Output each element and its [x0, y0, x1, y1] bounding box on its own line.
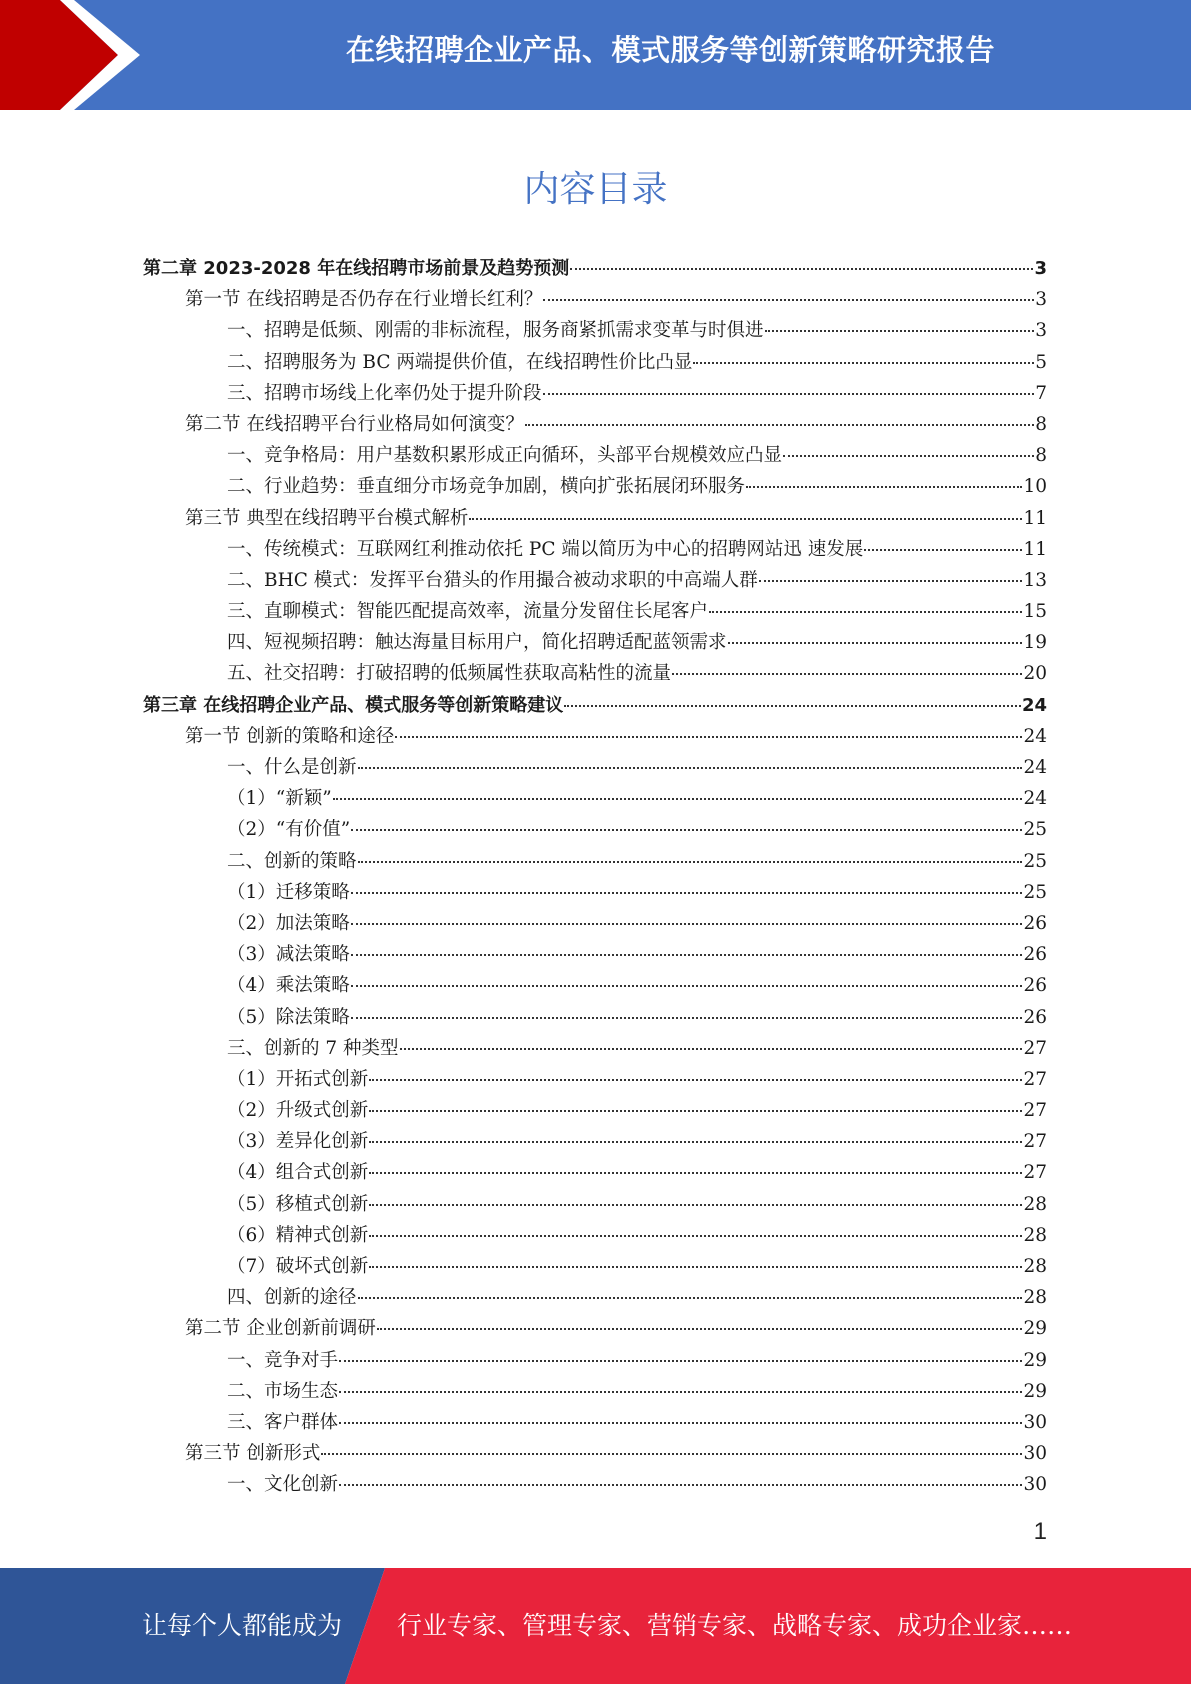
toc-entry-title: （3）减法策略: [227, 944, 350, 966]
toc-entry[interactable]: [143, 1002, 1047, 1033]
toc-leader-dots: [321, 1453, 1022, 1455]
toc-entry[interactable]: [143, 1220, 1047, 1251]
toc-entry[interactable]: [143, 347, 1047, 378]
toc-leader-dots: [693, 362, 1034, 364]
toc-entry-title: （1）迁移策略: [227, 881, 350, 903]
toc-leader-dots: [369, 1172, 1022, 1174]
footer-slogan-left: 让每个人都能成为: [142, 1611, 343, 1640]
toc-entry-page: 30: [1023, 1411, 1047, 1433]
toc-entry[interactable]: [143, 471, 1047, 502]
toc-entry-page: 15: [1023, 601, 1047, 623]
toc-entry-title: 一、招聘是低频、刚需的非标流程，服务商紧抓需求变革与时俱进: [227, 320, 764, 342]
toc-entry-title: 二、创新的策略: [227, 850, 357, 872]
toc-entry[interactable]: [143, 503, 1047, 534]
toc-entry-page: 24: [1023, 725, 1047, 747]
toc-entry-page: 25: [1023, 819, 1047, 841]
toc-entry-title: （1）“新颖”: [227, 788, 332, 810]
toc-leader-dots: [351, 1017, 1023, 1019]
toc-entry-title: 三、直聊模式：智能匹配提高效率，流量分发留住长尾客户: [227, 601, 709, 623]
toc-entry-page: 28: [1023, 1287, 1047, 1309]
toc-entry[interactable]: [143, 721, 1047, 752]
toc-leader-dots: [543, 299, 1034, 301]
toc-leader-dots: [377, 1328, 1023, 1330]
toc-entry[interactable]: [143, 627, 1047, 658]
report-title: 在线招聘企业产品、模式服务等创新策略研究报告: [345, 33, 995, 67]
toc-entry-title: 第二章 2023-2028 年在线招聘市场前景及趋势预测: [143, 258, 570, 279]
toc-entry[interactable]: [143, 877, 1047, 908]
table-of-contents: [143, 253, 1047, 1501]
toc-entry-title: 第二节 在线招聘平台行业格局如何演变？: [185, 413, 524, 435]
toc-leader-dots: [564, 705, 1021, 707]
toc-entry-title: （4）组合式创新: [227, 1162, 369, 1184]
toc-entry-page: 29: [1023, 1318, 1047, 1340]
toc-entry-title: 第二节 企业创新前调研: [185, 1318, 376, 1340]
toc-leader-dots: [765, 330, 1035, 332]
toc-leader-dots: [339, 1422, 1022, 1424]
toc-entry-page: 25: [1023, 881, 1047, 903]
toc-entry-title: 第三章 在线招聘企业产品、模式服务等创新策略建议: [143, 694, 564, 716]
toc-entry-title: 二、市场生态: [227, 1380, 339, 1402]
toc-leader-dots: [525, 424, 1034, 426]
toc-leader-dots: [570, 268, 1033, 270]
toc-entry-title: （2）加法策略: [227, 912, 350, 934]
toc-entry-title: （1）开拓式创新: [227, 1068, 369, 1090]
toc-leader-dots: [469, 518, 1022, 520]
toc-leader-dots: [351, 892, 1023, 894]
toc-entry-page: 28: [1023, 1256, 1047, 1277]
toc-entry[interactable]: [143, 1345, 1047, 1376]
toc-entry[interactable]: [143, 596, 1047, 627]
toc-entry-page: 3: [1035, 320, 1047, 342]
toc-leader-dots: [543, 393, 1035, 395]
toc-entry[interactable]: [143, 1407, 1047, 1438]
toc-entry-title: 二、招聘服务为 BC 两端提供价值，在线招聘性价比凸显: [227, 351, 693, 373]
toc-leader-dots: [339, 1360, 1022, 1362]
toc-entry[interactable]: [143, 1157, 1047, 1188]
toc-entry[interactable]: [143, 1438, 1047, 1469]
toc-entry-title: 五、社交招聘：打破招聘的低频属性获取高粘性的流量: [227, 663, 672, 685]
toc-entry[interactable]: [143, 1126, 1047, 1157]
page-number: 1: [1033, 1518, 1047, 1545]
toc-entry-page: 19: [1023, 632, 1047, 654]
toc-entry-page: 27: [1023, 1162, 1047, 1184]
toc-entry-page: 3: [1035, 289, 1047, 311]
toc-leader-dots: [759, 580, 1023, 582]
toc-entry[interactable]: [143, 658, 1047, 689]
toc-entry[interactable]: [143, 1376, 1047, 1407]
toc-entry[interactable]: [143, 315, 1047, 346]
toc-entry-title: 三、招聘市场线上化率仍处于提升阶段: [227, 382, 542, 404]
toc-leader-dots: [351, 954, 1023, 956]
footer-banner: [0, 1568, 1191, 1684]
toc-entry-title: 一、什么是创新: [227, 757, 357, 778]
toc-entry[interactable]: [143, 783, 1047, 814]
toc-entry-page: 24: [1023, 757, 1047, 778]
toc-entry-title: 第一节 在线招聘是否仍存在行业增长红利？: [185, 289, 543, 311]
toc-entry[interactable]: [143, 440, 1047, 471]
toc-entry-title: （4）乘法策略: [227, 975, 350, 997]
toc-entry-title: 二、行业趋势：垂直细分市场竞争加剧，横向扩张拓展闭环服务: [227, 476, 746, 498]
toc-leader-dots: [709, 611, 1022, 613]
toc-entry[interactable]: [143, 690, 1047, 721]
toc-entry-page: 27: [1023, 1131, 1047, 1153]
footer-slogan-right: 行业专家、管理专家、营销专家、战略专家、成功企业家……: [397, 1611, 1073, 1640]
toc-entry-page: 26: [1023, 912, 1047, 934]
toc-entry[interactable]: [143, 1189, 1047, 1220]
toc-entry-page: 10: [1023, 476, 1047, 498]
header-banner: [0, 0, 1191, 110]
toc-entry[interactable]: [143, 752, 1047, 783]
toc-entry-page: 29: [1023, 1349, 1047, 1371]
toc-entry-page: 3: [1034, 258, 1047, 279]
toc-entry-page: 26: [1023, 1006, 1047, 1028]
toc-entry-page: 28: [1023, 1193, 1047, 1215]
toc-entry-page: 26: [1023, 975, 1047, 997]
toc-entry-page: 25: [1023, 850, 1047, 872]
toc-entry[interactable]: [143, 1095, 1047, 1126]
toc-entry-page: 8: [1035, 445, 1047, 467]
toc-leader-dots: [339, 1391, 1022, 1393]
toc-leader-dots: [369, 1079, 1022, 1081]
toc-entry-title: 二、BHC 模式：发挥平台猎头的作用撮合被动求职的中高端人群: [227, 569, 758, 591]
toc-entry[interactable]: [143, 970, 1047, 1001]
toc-leader-dots: [728, 642, 1023, 644]
toc-entry[interactable]: [143, 1282, 1047, 1313]
toc-entry-title: 第三节 创新形式: [185, 1443, 321, 1465]
toc-entry-title: 四、短视频招聘：触达海量目标用户，简化招聘适配蓝领需求: [227, 632, 727, 654]
toc-entry[interactable]: [143, 409, 1047, 440]
toc-entry-page: 28: [1023, 1224, 1047, 1246]
toc-entry[interactable]: [143, 908, 1047, 939]
toc-leader-dots: [400, 1048, 1023, 1050]
toc-entry[interactable]: [143, 378, 1047, 409]
toc-entry-page: 26: [1023, 944, 1047, 966]
toc-entry-title: 第三节 典型在线招聘平台模式解析: [185, 507, 469, 529]
toc-entry-title: 三、创新的 7 种类型: [227, 1037, 399, 1059]
chevron-decoration-icon: [0, 0, 160, 110]
toc-entry-page: 29: [1023, 1380, 1047, 1402]
toc-leader-dots: [358, 861, 1023, 863]
toc-entry[interactable]: [143, 534, 1047, 565]
toc-leader-dots: [369, 1110, 1022, 1112]
toc-entry[interactable]: [143, 1251, 1047, 1282]
toc-leader-dots: [783, 455, 1034, 457]
toc-leader-dots: [351, 923, 1023, 925]
toc-entry-title: （6）精神式创新: [227, 1224, 369, 1246]
toc-entry-title: 第一节 创新的策略和途径: [185, 725, 395, 747]
toc-leader-dots: [369, 1266, 1022, 1268]
toc-leader-dots: [358, 1297, 1023, 1299]
toc-entry[interactable]: [143, 1033, 1047, 1064]
toc-entry-page: 27: [1023, 1100, 1047, 1122]
toc-leader-dots: [864, 549, 1022, 551]
toc-entry-title: （5）除法策略: [227, 1006, 350, 1028]
toc-entry-page: 30: [1023, 1443, 1047, 1465]
toc-entry-title: 一、传统模式：互联网红利推动依托 PC 端以简历为中心的招聘网站迅 速发展: [227, 538, 864, 560]
toc-entry-page: 13: [1023, 569, 1047, 591]
toc-entry[interactable]: [143, 284, 1047, 315]
toc-entry[interactable]: [143, 846, 1047, 877]
toc-entry-page: 27: [1023, 1068, 1047, 1090]
toc-entry-page: 5: [1035, 351, 1047, 373]
toc-leader-dots: [672, 673, 1022, 675]
toc-leader-dots: [351, 985, 1023, 987]
toc-entry-page: 11: [1023, 538, 1047, 560]
toc-entry-title: （2）“有价值”: [227, 819, 351, 841]
toc-entry-title: 三、客户群体: [227, 1411, 339, 1433]
toc-leader-dots: [351, 829, 1022, 831]
toc-entry-title: （7）破坏式创新: [227, 1256, 369, 1277]
toc-entry[interactable]: [143, 565, 1047, 596]
toc-entry-page: 30: [1023, 1474, 1047, 1496]
toc-leader-dots: [369, 1141, 1022, 1143]
toc-entry-page: 8: [1035, 413, 1047, 435]
toc-leader-dots: [358, 767, 1023, 769]
toc-entry-page: 11: [1023, 507, 1047, 529]
toc-entry-title: 一、竞争格局：用户基数积累形成正向循环，头部平台规模效应凸显: [227, 445, 783, 467]
toc-entry[interactable]: [143, 1313, 1047, 1344]
toc-entry-title: 一、文化创新: [227, 1474, 339, 1496]
toc-heading: 内容目录: [523, 169, 668, 210]
toc-leader-dots: [395, 736, 1022, 738]
toc-leader-dots: [369, 1235, 1022, 1237]
toc-entry-page: 20: [1023, 663, 1047, 685]
toc-entry[interactable]: [143, 1064, 1047, 1095]
toc-entry-title: 一、竞争对手: [227, 1349, 339, 1371]
toc-leader-dots: [369, 1204, 1022, 1206]
toc-entry-title: （5）移植式创新: [227, 1193, 369, 1215]
toc-entry[interactable]: [143, 253, 1047, 284]
toc-entry-page: 27: [1023, 1037, 1047, 1059]
toc-leader-dots: [746, 486, 1022, 488]
toc-entry-title: （2）升级式创新: [227, 1100, 369, 1122]
toc-entry[interactable]: [143, 814, 1047, 845]
toc-entry-page: 7: [1035, 382, 1047, 404]
toc-entry-page: 24: [1021, 694, 1047, 716]
toc-entry-title: 四、创新的途径: [227, 1287, 357, 1309]
toc-leader-dots: [333, 798, 1023, 800]
toc-entry[interactable]: [143, 939, 1047, 970]
toc-leader-dots: [339, 1484, 1022, 1486]
toc-entry[interactable]: [143, 1469, 1047, 1500]
toc-entry-page: 24: [1023, 788, 1047, 810]
toc-entry-title: （3）差异化创新: [227, 1131, 369, 1153]
